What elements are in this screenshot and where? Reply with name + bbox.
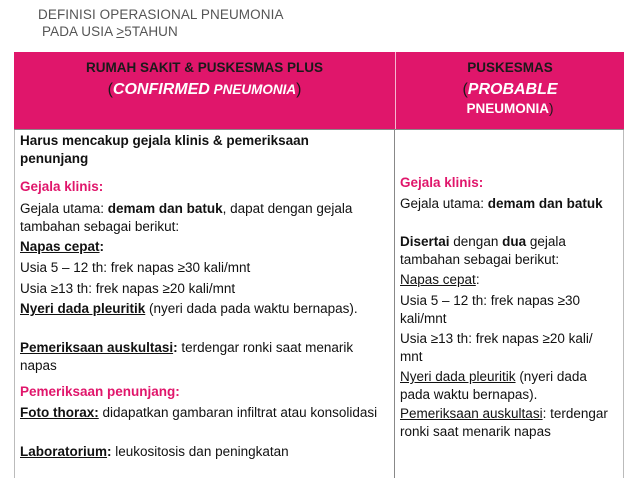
lab-label: Laboratorium <box>20 444 108 459</box>
pneumonia-label: PNEUMONIA <box>466 101 549 116</box>
title-line-2 <box>38 23 284 40</box>
text: terdengar ronki saat menarik napas <box>400 406 608 439</box>
text-bold: demam dan batuk <box>487 196 603 211</box>
nyeri-label: Nyeri dada pleuritik <box>20 301 146 316</box>
text: Gejala utama: <box>400 196 488 211</box>
left-laboratorium <box>20 443 390 461</box>
slide-title <box>38 6 284 40</box>
nyeri-label: Nyeri dada pleuritik <box>400 369 516 384</box>
left-usia-2: Usia ≥13 th: frek napas ≥20 kali/mnt <box>20 281 236 296</box>
pneumonia-label: PNEUMONIA <box>209 82 297 97</box>
header-right-title: PUSKESMAS <box>467 60 553 75</box>
left-penunjang-heading: Pemeriksaan penunjang: <box>20 384 180 399</box>
right-napas-cepat <box>400 271 480 289</box>
header-right-cell <box>396 52 624 129</box>
header-right-subtitle <box>396 81 624 99</box>
header-left-title: RUMAH SAKIT & PUSKESMAS PLUS <box>85 60 323 75</box>
title-line-1: DEFINISI OPERASIONAL PNEUMONIA <box>38 7 284 22</box>
title-suffix: 5TAHUN <box>124 24 178 39</box>
napas-cepat-label: Napas cepat <box>20 239 100 254</box>
text: terdengar ronki saat menarik napas <box>20 340 354 373</box>
colon: : <box>99 239 105 254</box>
colon: : <box>542 406 547 421</box>
right-disertai <box>400 233 615 269</box>
definition-table <box>14 52 624 478</box>
right-usia-1: Usia 5 – 12 th: frek napas ≥30 kali/mnt <box>400 293 581 326</box>
text-bold: dua <box>502 234 527 249</box>
paren-open: ( <box>462 81 468 98</box>
left-nyeri-dada <box>20 300 380 318</box>
paren-open: ( <box>107 81 113 98</box>
auskultasi-label: Pemeriksaan auskultasi <box>20 340 174 355</box>
right-gejala-klinis-heading: Gejala klinis: <box>400 175 484 190</box>
left-usia-1: Usia 5 – 12 th: frek napas ≥30 kali/mnt <box>20 260 251 275</box>
left-auskultasi <box>20 339 380 375</box>
colon: : <box>475 272 480 287</box>
paren-close: ) <box>296 81 302 98</box>
right-nyeri-dada <box>400 368 615 404</box>
napas-cepat-label: Napas cepat <box>400 272 476 287</box>
auskultasi-label: Pemeriksaan auskultasi <box>400 406 543 421</box>
right-gejala-utama <box>400 195 610 213</box>
header-right-pneumonia <box>396 101 624 116</box>
left-napas-cepat <box>20 238 104 256</box>
text: dengan <box>449 234 503 249</box>
title-symbol: > <box>116 24 125 39</box>
text: , dapat dengan gejala tambahan sebagai berikut: <box>20 201 353 234</box>
text: Gejala utama: <box>20 201 108 216</box>
left-foto-thorax <box>20 404 380 422</box>
text: didapatkan gambaran infiltrat atau konsolidasi <box>98 405 378 420</box>
left-gejala-utama <box>20 200 380 236</box>
text: (nyeri dada pada waktu bernapas). <box>145 301 358 316</box>
probable-label: PROBABLE <box>467 81 558 98</box>
confirmed-label: CONFIRMED <box>112 81 210 98</box>
text: leukositosis dan peningkatan <box>111 444 289 459</box>
colon: : <box>173 340 182 355</box>
foto-label: Foto thorax: <box>20 405 99 420</box>
title-prefix: PADA USIA <box>42 24 117 39</box>
right-auskultasi <box>400 405 615 441</box>
paren-close: ) <box>549 101 554 116</box>
left-intro: Harus mencakup gejala klinis & pemeriksaan penunjang <box>20 133 309 166</box>
text: (nyeri dada pada waktu bernapas). <box>400 369 587 402</box>
text-bold: demam dan batuk <box>107 201 223 216</box>
header-left-cell <box>14 52 396 129</box>
text-bold: Disertai <box>400 234 450 249</box>
colon: : <box>107 444 112 459</box>
left-gejala-klinis-heading: Gejala klinis: <box>20 179 104 194</box>
right-usia-2: Usia ≥13 th: frek napas ≥20 kali/ mnt <box>400 331 593 364</box>
row-divider <box>14 129 624 130</box>
text: gejala tambahan sebagai berikut: <box>400 234 566 267</box>
header-left-subtitle <box>14 81 395 99</box>
